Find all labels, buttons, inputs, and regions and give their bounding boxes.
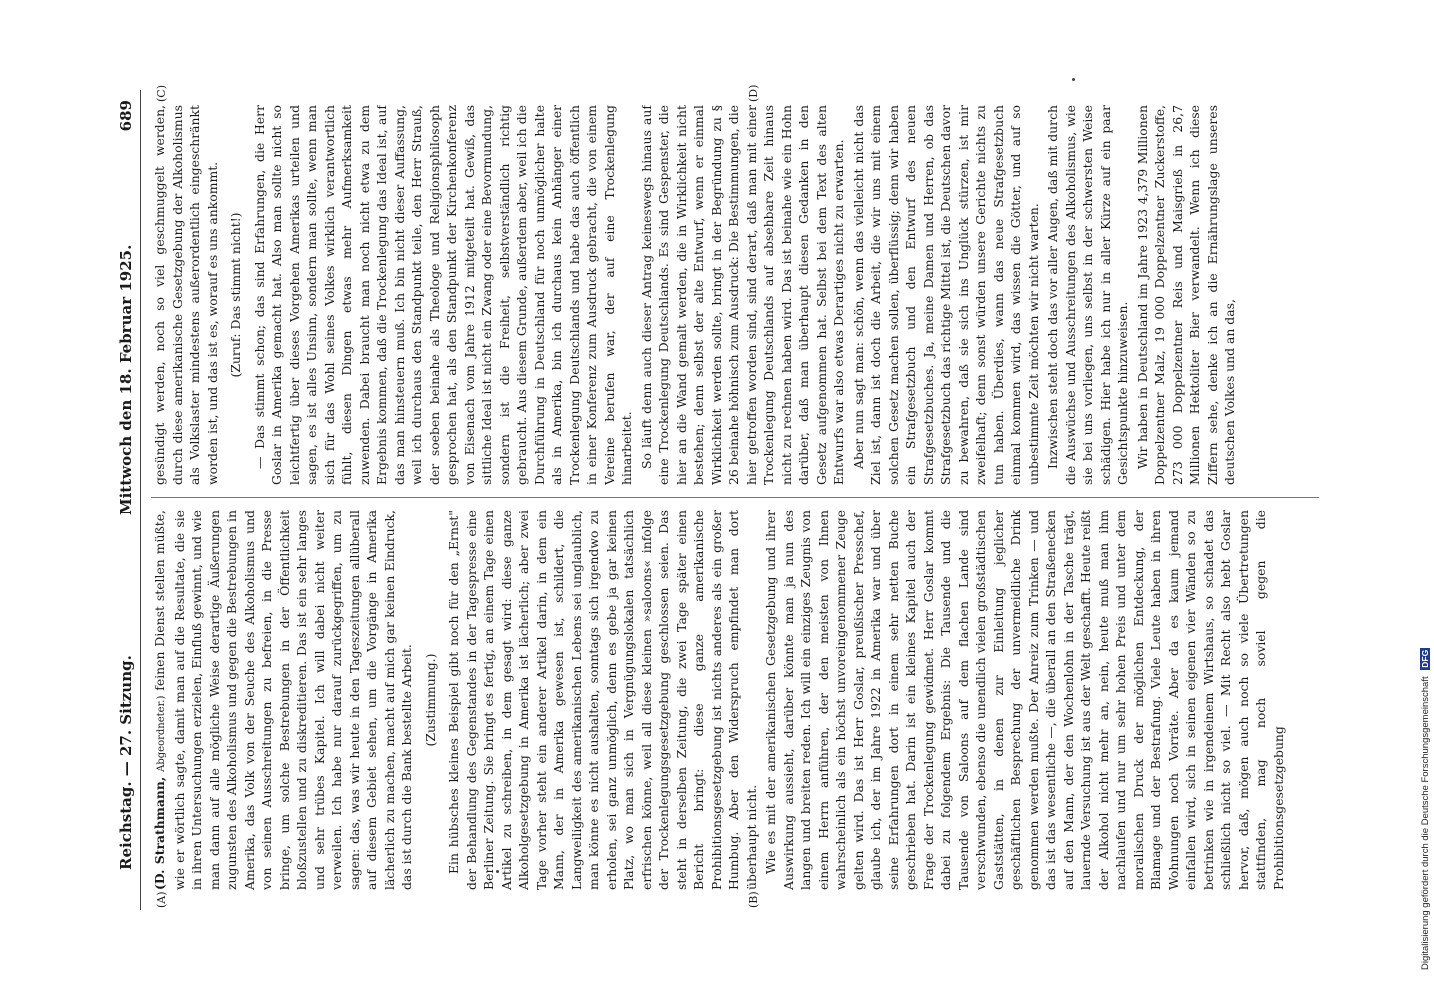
paragraph: So läuft denn auch dieser Antrag keineswegs hinaus auf eine Trockenlegung Deutschlands. Es sind Gespenster, die hier an die Wand gemalt werden, die in Wirklichkeit nicht bestehen; denn selbst der alte Entwurf, wenn er einmal Wirklichkeit werden sollte, bringt in der Begründung zu § 26 beinahe höhnisch zum Ausdruck: Die Bestimmungen, die hier getroffen worden sind, sind derart, daß man mit einer Trockenlegung Deutschlands auf absehbare Zeit hinaus nicht zu rechnen haben wird. Das ist beinahe wie ein Hohn darüber, daß man überhaupt diesen Gedanken in den Gesetz aufgenommen hat. Selbst bei dem Text des alten Entwurfs war also etwas Derartiges nicht zu erwarten. bbox=[638, 105, 846, 485]
interjection: (Zustimmung.) bbox=[422, 653, 438, 747]
scan-speck bbox=[1072, 78, 1075, 81]
margin-marker-b: (B) bbox=[747, 891, 760, 908]
rotated-page bbox=[107, 84, 1327, 910]
paragraph: Ein hübsches kleines Beispiel gibt noch für den „Ernst" der Behandlung des Gegenstandes in der Tagespresse eine Berliner Zeitung. Sie bringt es fertig, an einem Tage einen Artikel zu schreiben, in dem gesagt wird: diese ganze Alkoholgesetzgebung in Amerika ist lächerlich; aber zwei Tage vorher steht ein anderer Artikel darin, in dem ein Mann, der in Amerika gewesen ist, schildert, die Langweiligkeit des amerikanischen Lebens sei unglaublich, man könne es nicht aushalten, sonntags sich irgendwo zu erholen, sei ganz unmöglich, denn es gebe ja gar keinen Platz, wo man sich in Vergnügungslokalen tatsächlich erfrischen könne, weil all diese kleinen »saloons« infolge der Trockenlegungsgesetzgebung geschlossen seien. Das steht in derselben Zeitung, die zwei Tage später einen Bericht bringt: diese ganze amerikanische Prohibitionsgesetzgebung ist nichts anderes als ein großer Humbug. Aber den Widerspruch empfindet man dort überhaupt nicht. bbox=[446, 510, 759, 890]
paragraph: Wie es mit der amerikanischen Gesetzgebung und ihrer Auswirkung aussieht, darüber könnte man ja nun des langen und breiten reden. Ich will ein einziges Zeugnis von einem Herrn anführen, der den meisten von Ihnen wahrscheinlich als ein höchst unvoreingenommener Zeuge gelten wird. Das ist Herr Goslar, preußischer Presschef, glaube ich, der im Jahre 1922 in Amerika war und über seine Erfahrungen dort in einem sehr netten Buche geschrieben hat. Darin ist ein kleines Kapitel auch der Frage der Trockenlegung gewidmet. Herr Goslar kommt dabei zu folgendem Ergebnis: Die Tausende und die Tausende von Saloons auf dem flachen Lande sind verschwunden, ebenso die unendlich vielen großstädtischen Gaststätten, in denen zur Einleitung jeglicher geschäftlichen Besprechung der unvermeidliche Drink genommen werden mußte. Der Anreiz zum Trinken — und das ist das wesentliche —, die überall an den Straßenecken auf den Mann, der den Wochenlohn in der Tasche trägt, lauernde Versuchung ist aus der Welt geschafft. Heute reißt der Alkohol nicht mehr an, nein, heute muß man ihm nachlaufen und nur um sehr hohen Preis und unter dem moralischen Druck der möglichen Entdeckung, der Blamage und der Bestrafung. Viele Leute haben in ihren Wohnungen noch Vorräte. Aber da es kaum jemand einfallen wird, sich in seinen eigenen vier Wänden so zu betrinken wie in irgendeinem Wirtshaus, so schadet das schließlich nicht so viel. — Mit Recht also hebt Goslar hervor, daß, mögen auch noch so viele Übertretungen stattfinden, mag noch soviel gegen die Prohibitionsgesetzgebung bbox=[763, 510, 1286, 890]
scan-speck bbox=[496, 870, 499, 873]
paragraph: Aber nun sagt man: schön, wenn das vielleicht nicht das Ziel ist, dann ist doch die Arbeit, die wir uns mit einem solchen Gesetz machen sollen, überflüssig; denn wir haben ein Strafgesetzbuch und den Entwurf des neuen Strafgesetzbuches. Ja, meine Damen und Herren, ob das Strafgesetzbuch das richtige Mittel ist, die Deutschen davor zu bewahren, daß sie sich ins Unglück stürzen, ist mir zweifelhaft; denn sonst würden unsere Gerichte nichts zu tun haben. Überdies, wann das neue Strafgesetzbuch einmal kommen wird, das wissen die Götter, und auf so unbestimmte Zeit möchten wir nicht warten. bbox=[850, 105, 1041, 485]
interjection: (Zuruf: Das stimmt nicht!) bbox=[228, 212, 243, 378]
column-divider bbox=[151, 497, 1319, 498]
digitization-credit bbox=[1418, 10, 1432, 990]
margin-marker-d: (D) bbox=[747, 84, 760, 102]
dfg-logo: DFG bbox=[1420, 649, 1430, 668]
speaker-note: Abgeordneter.) bbox=[156, 695, 167, 772]
page-header bbox=[107, 90, 141, 910]
margin-marker-c: (C) bbox=[155, 85, 168, 102]
credit-text: Digitalisierung gefördert durch die Deutsche Forschungsgemeinschaft bbox=[1420, 676, 1431, 970]
speaker-name: (D. Strathmann, bbox=[152, 776, 167, 890]
paragraph: Inzwischen steht doch das vor aller Augen, daß mit durch die Auswüchse und Ausschreitungen des Alkoholismus, wie sie bei uns vorliegen, uns selbst in der schwersten Weise schädigen. Hier habe ich nur in aller Kürze auf ein paar Gesichtspunkte hinzuweisen. bbox=[1045, 105, 1130, 485]
paragraph: Wir haben in Deutschland im Jahre 1923 4,379 Millionen Doppelzentner Malz, 19 000 Doppelzentner Zuckerstoffe, 273 000 Doppelzentner Reis und Maisgrieß in 26,7 Millionen Hektoliter Bier verwandelt. Wenn ich diese Ziffern sehe, denke ich an die Ernährungslage unseres deutschen Volkes und an das, bbox=[1134, 105, 1237, 485]
header-session: Reichstag. — 27. Sitzung. bbox=[117, 655, 135, 870]
paragraph: gesündigt werden, noch so viel geschmuggelt werden, durch diese amerikanische Gesetzgebung der Alkoholismus als Volkslaster mindestens außerordentlich eingeschränkt worden ist, und das ist es, worauf es uns ankommt. bbox=[152, 105, 220, 485]
paragraph: — Das stimmt schon; das sind Erfahrungen, die Herr Goslar in Amerika gemacht hat. Also man sollte nicht so leichtfertig über dieses Vorgehen Amerikas urteilen und sagen, es ist alles Unsinn, sondern man sollte, wenn man sich für das Wohl seines Volkes wirklich verantwortlich fühlt, diesen Dingen etwas mehr Aufmerksamkeit zuwenden. Dabei braucht man noch nicht etwa zu dem Ergebnis kommen, daß die Trockenlegung das Ideal ist, auf das man hinsteuern muß. Ich bin nicht dieser Auffassung, weil ich durchaus den Standpunkt teile, den Herr Strauß, der soeben beinahe als Theologe und Religionsphilosoph gesprochen hat, als den Standpunkt der Kirchenkonferenz von Eisenach vom Jahre 1912 mitgeteilt hat. Gewiß, das sittliche Ideal ist nicht ein Zwang oder eine Bevormundung, sondern ist die Freiheit, selbstverständlich richtig gebraucht. Aus diesem Grunde, außerdem aber, weil ich die Durchführung in Deutschland für noch unmöglicher halte als in Amerika, bin ich durchaus kein Anhänger einer Trockenlegung Deutschlands und habe das auch öffentlich in einer Konferenz zum Ausdruck gebracht, die von einem Vereine berufen war, der auf eine Trockenlegung hinarbeitet. bbox=[251, 105, 634, 485]
header-rule bbox=[140, 90, 141, 910]
right-column bbox=[151, 105, 1319, 485]
margin-marker-a: (A) bbox=[155, 891, 168, 908]
paragraph: feinen Dienst stellen müßte, wie er wörtlich sagte, damit man auf die Resultate, die sie in ihren Untersuchungen erzielen, Einfluß gewinnt, und wie man dann auf alle mögliche Weise derartige Äußerungen zugunsten des Alkoholismus und gegen die Bestrebungen in Amerika, das Volk von der Seuche des Alkoholismus und von seinen Ausschreitungen zu befreien, in die Presse bringe, um solche Bestrebungen in der Öffentlichkeit bloßzustellen und zu diskreditieren. Das ist ein sehr langes und sehr trübes Kapitel. Ich will dabei nicht weiter verweilen. Ich habe nur darauf zurückgegriffen, um zu sagen: das, was wir heute in den Tageszeitungen allüberall auf diesem Gebiet sehen, um die Vorgänge in Amerika lächerlich zu machen, macht auf mich gar keinen Eindruck, das ist durch die Bank bestellte Arbeit. bbox=[152, 510, 414, 890]
page-number: 689 bbox=[117, 100, 135, 132]
header-date: Mittwoch den 18. Februar 1925. bbox=[117, 244, 135, 515]
left-column bbox=[151, 510, 1319, 890]
